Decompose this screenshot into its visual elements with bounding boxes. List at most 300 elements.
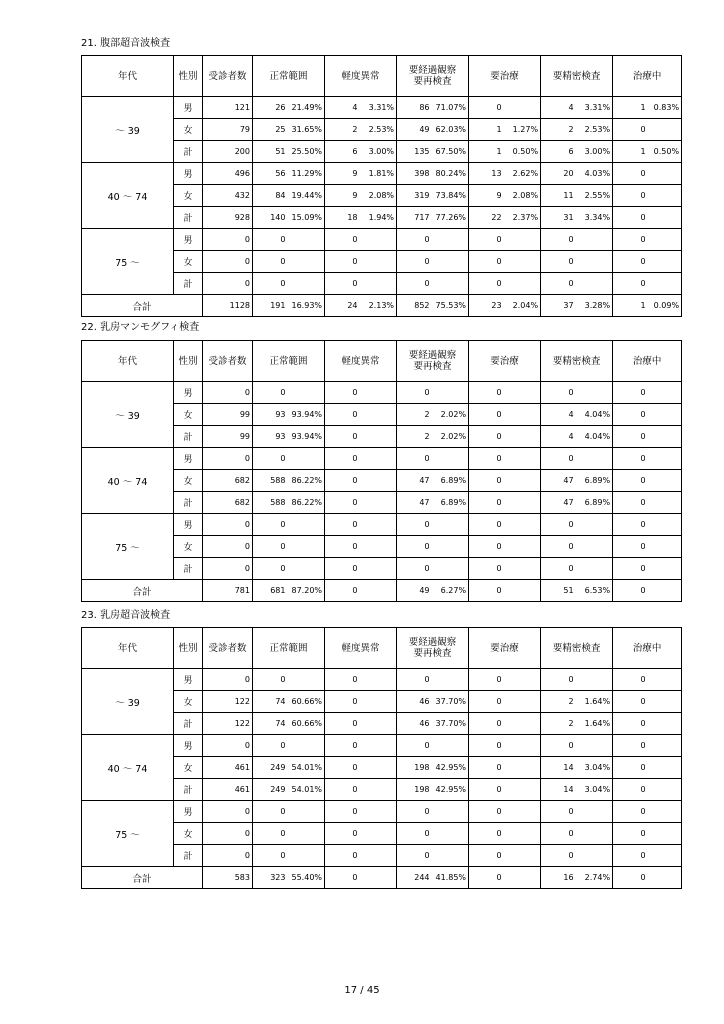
header-sex: 性別 bbox=[174, 341, 203, 382]
count-cell: 0 bbox=[469, 273, 504, 295]
count-cell: 0 bbox=[397, 229, 432, 251]
count-cell: 0 bbox=[613, 691, 648, 713]
percent-cell bbox=[504, 845, 541, 867]
examinees-cell: 200 bbox=[203, 141, 253, 163]
percent-cell bbox=[648, 823, 682, 845]
count-cell: 0 bbox=[469, 823, 504, 845]
percent-cell bbox=[432, 229, 469, 251]
count-cell: 717 bbox=[397, 207, 432, 229]
count-cell: 0 bbox=[325, 404, 360, 426]
percent-cell: 31.65% bbox=[288, 119, 325, 141]
percent-cell bbox=[576, 514, 613, 536]
percent-cell: 4.04% bbox=[576, 404, 613, 426]
count-cell: 1 bbox=[613, 97, 648, 119]
count-cell: 0 bbox=[469, 492, 504, 514]
count-cell: 0 bbox=[325, 845, 360, 867]
page-number: 17 / 45 bbox=[344, 985, 380, 996]
percent-cell: 1.94% bbox=[360, 207, 397, 229]
percent-cell: 3.34% bbox=[576, 207, 613, 229]
sex-cell: 計 bbox=[174, 845, 203, 867]
examinees-cell: 99 bbox=[203, 426, 253, 448]
count-cell: 0 bbox=[613, 426, 648, 448]
count-cell: 0 bbox=[469, 757, 504, 779]
sex-cell: 計 bbox=[174, 779, 203, 801]
percent-cell bbox=[504, 801, 541, 823]
percent-cell bbox=[648, 779, 682, 801]
percent-cell: 0.50% bbox=[648, 141, 682, 163]
percent-cell bbox=[360, 823, 397, 845]
count-cell: 56 bbox=[253, 163, 288, 185]
percent-cell bbox=[648, 448, 682, 470]
percent-cell: 0.83% bbox=[648, 97, 682, 119]
sex-cell: 計 bbox=[174, 207, 203, 229]
count-cell: 0 bbox=[613, 757, 648, 779]
count-cell: 47 bbox=[541, 470, 576, 492]
table-row bbox=[82, 382, 682, 404]
sex-cell: 計 bbox=[174, 558, 203, 580]
count-cell: 249 bbox=[253, 757, 288, 779]
percent-cell: 71.07% bbox=[432, 97, 469, 119]
percent-cell bbox=[648, 382, 682, 404]
percent-cell bbox=[432, 514, 469, 536]
percent-cell: 3.00% bbox=[576, 141, 613, 163]
count-cell: 0 bbox=[541, 251, 576, 273]
table-row bbox=[82, 97, 682, 119]
count-cell: 0 bbox=[253, 273, 288, 295]
header-under-treatment: 治療中 bbox=[613, 56, 682, 97]
header-mild: 軽度異常 bbox=[325, 341, 397, 382]
header-followup-line1: 要経過観察 bbox=[408, 350, 457, 361]
percent-cell: 1.81% bbox=[360, 163, 397, 185]
percent-cell bbox=[504, 273, 541, 295]
sex-cell: 女 bbox=[174, 251, 203, 273]
count-cell: 2 bbox=[541, 119, 576, 141]
examinees-cell: 0 bbox=[203, 448, 253, 470]
percent-cell bbox=[648, 404, 682, 426]
percent-cell: 4.04% bbox=[576, 426, 613, 448]
percent-cell bbox=[360, 426, 397, 448]
percent-cell bbox=[648, 119, 682, 141]
count-cell: 49 bbox=[397, 119, 432, 141]
percent-cell: 93.94% bbox=[288, 426, 325, 448]
count-cell: 93 bbox=[253, 404, 288, 426]
table-row bbox=[82, 448, 682, 470]
age-group-cell: 75 ～ bbox=[82, 229, 174, 295]
count-cell: 4 bbox=[325, 97, 360, 119]
percent-cell bbox=[504, 735, 541, 757]
percent-cell bbox=[504, 514, 541, 536]
percent-cell: 2.62% bbox=[504, 163, 541, 185]
count-cell: 0 bbox=[613, 514, 648, 536]
sex-cell: 男 bbox=[174, 448, 203, 470]
percent-cell bbox=[360, 251, 397, 273]
percent-cell: 37.70% bbox=[432, 691, 469, 713]
percent-cell bbox=[504, 426, 541, 448]
total-row bbox=[82, 867, 682, 889]
percent-cell bbox=[648, 536, 682, 558]
examinees-cell: 121 bbox=[203, 97, 253, 119]
header-detailed: 要精密検査 bbox=[541, 341, 613, 382]
total-count-cell: 0 bbox=[613, 867, 648, 889]
count-cell: 74 bbox=[253, 713, 288, 735]
percent-cell: 25.50% bbox=[288, 141, 325, 163]
total-count-cell: 852 bbox=[397, 295, 432, 317]
percent-cell bbox=[504, 448, 541, 470]
count-cell: 0 bbox=[397, 845, 432, 867]
count-cell: 6 bbox=[325, 141, 360, 163]
percent-cell bbox=[432, 823, 469, 845]
percent-cell: 86.22% bbox=[288, 492, 325, 514]
percent-cell bbox=[360, 669, 397, 691]
total-count-cell: 23 bbox=[469, 295, 504, 317]
percent-cell bbox=[288, 448, 325, 470]
age-group-cell: 40 ～ 74 bbox=[82, 163, 174, 229]
percent-cell: 6.89% bbox=[576, 470, 613, 492]
percent-cell bbox=[648, 691, 682, 713]
total-percent-cell: 6.53% bbox=[576, 580, 613, 602]
percent-cell: 60.66% bbox=[288, 691, 325, 713]
results-table bbox=[81, 55, 682, 317]
count-cell: 0 bbox=[541, 514, 576, 536]
count-cell: 0 bbox=[541, 801, 576, 823]
header-mild: 軽度異常 bbox=[325, 628, 397, 669]
count-cell: 4 bbox=[541, 404, 576, 426]
sex-cell: 計 bbox=[174, 492, 203, 514]
examinees-cell: 0 bbox=[203, 514, 253, 536]
count-cell: 0 bbox=[253, 251, 288, 273]
percent-cell bbox=[288, 382, 325, 404]
header-detailed: 要精密検査 bbox=[541, 628, 613, 669]
count-cell: 86 bbox=[397, 97, 432, 119]
examinees-cell: 0 bbox=[203, 251, 253, 273]
percent-cell bbox=[360, 492, 397, 514]
count-cell: 13 bbox=[469, 163, 504, 185]
header-normal: 正常範囲 bbox=[253, 628, 325, 669]
percent-cell bbox=[360, 779, 397, 801]
header-treatment: 要治療 bbox=[469, 628, 541, 669]
count-cell: 0 bbox=[325, 691, 360, 713]
count-cell: 47 bbox=[397, 492, 432, 514]
count-cell: 51 bbox=[253, 141, 288, 163]
percent-cell: 3.04% bbox=[576, 779, 613, 801]
examinees-cell: 432 bbox=[203, 185, 253, 207]
percent-cell bbox=[504, 536, 541, 558]
count-cell: 0 bbox=[253, 735, 288, 757]
count-cell: 0 bbox=[469, 448, 504, 470]
section-title: 22. 乳房マンモグフィ検査 bbox=[81, 322, 200, 333]
percent-cell bbox=[288, 735, 325, 757]
percent-cell bbox=[648, 163, 682, 185]
count-cell: 47 bbox=[397, 470, 432, 492]
count-cell: 9 bbox=[325, 163, 360, 185]
percent-cell bbox=[648, 251, 682, 273]
percent-cell bbox=[288, 845, 325, 867]
header-examinees: 受診者数 bbox=[203, 56, 253, 97]
count-cell: 198 bbox=[397, 757, 432, 779]
examinees-cell: 122 bbox=[203, 691, 253, 713]
sex-cell: 男 bbox=[174, 97, 203, 119]
header-normal: 正常範囲 bbox=[253, 341, 325, 382]
sex-cell: 女 bbox=[174, 119, 203, 141]
total-percent-cell: 0.09% bbox=[648, 295, 682, 317]
count-cell: 4 bbox=[541, 97, 576, 119]
percent-cell bbox=[648, 470, 682, 492]
percent-cell bbox=[288, 229, 325, 251]
percent-cell: 2.53% bbox=[360, 119, 397, 141]
examinees-cell: 99 bbox=[203, 404, 253, 426]
table-row bbox=[82, 163, 682, 185]
count-cell: 588 bbox=[253, 492, 288, 514]
examinees-cell: 682 bbox=[203, 470, 253, 492]
header-examinees: 受診者数 bbox=[203, 628, 253, 669]
percent-cell: 4.03% bbox=[576, 163, 613, 185]
percent-cell bbox=[648, 185, 682, 207]
count-cell: 0 bbox=[613, 669, 648, 691]
percent-cell: 62.03% bbox=[432, 119, 469, 141]
count-cell: 0 bbox=[325, 713, 360, 735]
count-cell: 0 bbox=[613, 492, 648, 514]
percent-cell bbox=[576, 229, 613, 251]
sex-cell: 女 bbox=[174, 404, 203, 426]
percent-cell: 3.00% bbox=[360, 141, 397, 163]
percent-cell bbox=[648, 757, 682, 779]
table-row bbox=[82, 229, 682, 251]
age-group-cell: 40 ～ 74 bbox=[82, 735, 174, 801]
count-cell: 0 bbox=[325, 448, 360, 470]
count-cell: 31 bbox=[541, 207, 576, 229]
percent-cell: 6.89% bbox=[432, 492, 469, 514]
count-cell: 0 bbox=[613, 801, 648, 823]
header-row bbox=[82, 56, 682, 97]
count-cell: 47 bbox=[541, 492, 576, 514]
percent-cell: 42.95% bbox=[432, 779, 469, 801]
count-cell: 9 bbox=[469, 185, 504, 207]
percent-cell bbox=[648, 514, 682, 536]
percent-cell bbox=[576, 536, 613, 558]
count-cell: 398 bbox=[397, 163, 432, 185]
percent-cell bbox=[360, 558, 397, 580]
count-cell: 18 bbox=[325, 207, 360, 229]
count-cell: 0 bbox=[325, 273, 360, 295]
count-cell: 0 bbox=[613, 536, 648, 558]
count-cell: 0 bbox=[613, 229, 648, 251]
percent-cell bbox=[648, 735, 682, 757]
header-normal: 正常範囲 bbox=[253, 56, 325, 97]
percent-cell bbox=[288, 514, 325, 536]
count-cell: 0 bbox=[469, 713, 504, 735]
header-followup-line1: 要経過観察 bbox=[408, 65, 457, 76]
total-percent-cell bbox=[648, 580, 682, 602]
header-row bbox=[82, 628, 682, 669]
percent-cell bbox=[288, 273, 325, 295]
header-row bbox=[82, 341, 682, 382]
count-cell: 0 bbox=[541, 669, 576, 691]
count-cell: 0 bbox=[325, 251, 360, 273]
percent-cell bbox=[288, 558, 325, 580]
examinees-cell: 461 bbox=[203, 757, 253, 779]
percent-cell: 93.94% bbox=[288, 404, 325, 426]
sex-cell: 女 bbox=[174, 470, 203, 492]
total-label: 合計 bbox=[82, 580, 203, 602]
count-cell: 0 bbox=[613, 448, 648, 470]
table-row bbox=[82, 801, 682, 823]
count-cell: 46 bbox=[397, 691, 432, 713]
age-group-cell: ～ 39 bbox=[82, 382, 174, 448]
header-followup bbox=[397, 628, 469, 669]
percent-cell: 11.29% bbox=[288, 163, 325, 185]
count-cell: 0 bbox=[325, 426, 360, 448]
count-cell: 319 bbox=[397, 185, 432, 207]
percent-cell: 1.27% bbox=[504, 119, 541, 141]
percent-cell: 15.09% bbox=[288, 207, 325, 229]
sex-cell: 男 bbox=[174, 514, 203, 536]
percent-cell bbox=[432, 536, 469, 558]
count-cell: 0 bbox=[541, 823, 576, 845]
examinees-cell: 0 bbox=[203, 669, 253, 691]
results-table bbox=[81, 340, 682, 602]
percent-cell: 42.95% bbox=[432, 757, 469, 779]
header-followup-line2: 要再検査 bbox=[413, 648, 452, 659]
header-followup-line1: 要経過観察 bbox=[408, 637, 457, 648]
count-cell: 84 bbox=[253, 185, 288, 207]
percent-cell bbox=[360, 404, 397, 426]
percent-cell bbox=[576, 251, 613, 273]
percent-cell bbox=[288, 251, 325, 273]
count-cell: 0 bbox=[325, 823, 360, 845]
count-cell: 46 bbox=[397, 713, 432, 735]
count-cell: 0 bbox=[469, 669, 504, 691]
total-row bbox=[82, 295, 682, 317]
count-cell: 2 bbox=[397, 426, 432, 448]
count-cell: 0 bbox=[613, 273, 648, 295]
percent-cell bbox=[576, 801, 613, 823]
count-cell: 0 bbox=[253, 823, 288, 845]
sex-cell: 男 bbox=[174, 163, 203, 185]
header-sex: 性別 bbox=[174, 628, 203, 669]
percent-cell bbox=[288, 823, 325, 845]
count-cell: 0 bbox=[253, 382, 288, 404]
total-percent-cell: 87.20% bbox=[288, 580, 325, 602]
total-percent-cell: 3.28% bbox=[576, 295, 613, 317]
count-cell: 0 bbox=[325, 558, 360, 580]
percent-cell bbox=[648, 207, 682, 229]
count-cell: 0 bbox=[469, 779, 504, 801]
examinees-cell: 0 bbox=[203, 273, 253, 295]
count-cell: 249 bbox=[253, 779, 288, 801]
percent-cell bbox=[576, 558, 613, 580]
percent-cell: 0.50% bbox=[504, 141, 541, 163]
percent-cell bbox=[576, 823, 613, 845]
age-group-cell: 75 ～ bbox=[82, 514, 174, 580]
percent-cell bbox=[504, 404, 541, 426]
count-cell: 588 bbox=[253, 470, 288, 492]
header-examinees: 受診者数 bbox=[203, 341, 253, 382]
header-detailed: 要精密検査 bbox=[541, 56, 613, 97]
count-cell: 0 bbox=[253, 558, 288, 580]
percent-cell bbox=[360, 757, 397, 779]
count-cell: 2 bbox=[325, 119, 360, 141]
count-cell: 0 bbox=[397, 558, 432, 580]
count-cell: 0 bbox=[253, 514, 288, 536]
percent-cell bbox=[432, 801, 469, 823]
percent-cell: 2.55% bbox=[576, 185, 613, 207]
sex-cell: 計 bbox=[174, 141, 203, 163]
count-cell: 0 bbox=[541, 845, 576, 867]
count-cell: 135 bbox=[397, 141, 432, 163]
count-cell: 0 bbox=[469, 251, 504, 273]
header-age: 年代 bbox=[82, 56, 174, 97]
count-cell: 0 bbox=[397, 448, 432, 470]
count-cell: 0 bbox=[613, 207, 648, 229]
count-cell: 0 bbox=[397, 514, 432, 536]
percent-cell: 6.89% bbox=[576, 492, 613, 514]
percent-cell bbox=[432, 448, 469, 470]
count-cell: 0 bbox=[613, 185, 648, 207]
percent-cell bbox=[504, 669, 541, 691]
percent-cell bbox=[576, 845, 613, 867]
percent-cell bbox=[360, 273, 397, 295]
count-cell: 0 bbox=[541, 536, 576, 558]
percent-cell: 54.01% bbox=[288, 757, 325, 779]
age-group-cell: 40 ～ 74 bbox=[82, 448, 174, 514]
examinees-cell: 0 bbox=[203, 823, 253, 845]
percent-cell bbox=[360, 514, 397, 536]
header-mild: 軽度異常 bbox=[325, 56, 397, 97]
count-cell: 0 bbox=[397, 273, 432, 295]
count-cell: 22 bbox=[469, 207, 504, 229]
count-cell: 0 bbox=[613, 735, 648, 757]
percent-cell: 3.31% bbox=[360, 97, 397, 119]
examinees-cell: 0 bbox=[203, 229, 253, 251]
total-label: 合計 bbox=[82, 867, 203, 889]
sex-cell: 男 bbox=[174, 382, 203, 404]
count-cell: 0 bbox=[613, 558, 648, 580]
total-percent-cell: 16.93% bbox=[288, 295, 325, 317]
sex-cell: 男 bbox=[174, 229, 203, 251]
count-cell: 0 bbox=[325, 492, 360, 514]
count-cell: 0 bbox=[253, 801, 288, 823]
total-examinees-cell: 583 bbox=[203, 867, 253, 889]
count-cell: 1 bbox=[469, 119, 504, 141]
header-followup-line2: 要再検査 bbox=[413, 76, 452, 87]
percent-cell bbox=[288, 669, 325, 691]
percent-cell bbox=[504, 382, 541, 404]
count-cell: 0 bbox=[469, 514, 504, 536]
percent-cell bbox=[504, 691, 541, 713]
total-percent-cell bbox=[360, 867, 397, 889]
percent-cell: 2.08% bbox=[504, 185, 541, 207]
percent-cell bbox=[504, 470, 541, 492]
percent-cell bbox=[648, 558, 682, 580]
percent-cell bbox=[576, 669, 613, 691]
age-group-cell: 75 ～ bbox=[82, 801, 174, 867]
examinees-cell: 0 bbox=[203, 536, 253, 558]
percent-cell bbox=[648, 492, 682, 514]
sex-cell: 女 bbox=[174, 185, 203, 207]
total-examinees-cell: 781 bbox=[203, 580, 253, 602]
sex-cell: 男 bbox=[174, 801, 203, 823]
percent-cell bbox=[360, 801, 397, 823]
count-cell: 1 bbox=[469, 141, 504, 163]
total-percent-cell: 2.74% bbox=[576, 867, 613, 889]
total-count-cell: 681 bbox=[253, 580, 288, 602]
percent-cell bbox=[648, 801, 682, 823]
percent-cell: 2.37% bbox=[504, 207, 541, 229]
results-table bbox=[81, 627, 682, 889]
count-cell: 0 bbox=[397, 382, 432, 404]
count-cell: 0 bbox=[253, 229, 288, 251]
sex-cell: 女 bbox=[174, 757, 203, 779]
